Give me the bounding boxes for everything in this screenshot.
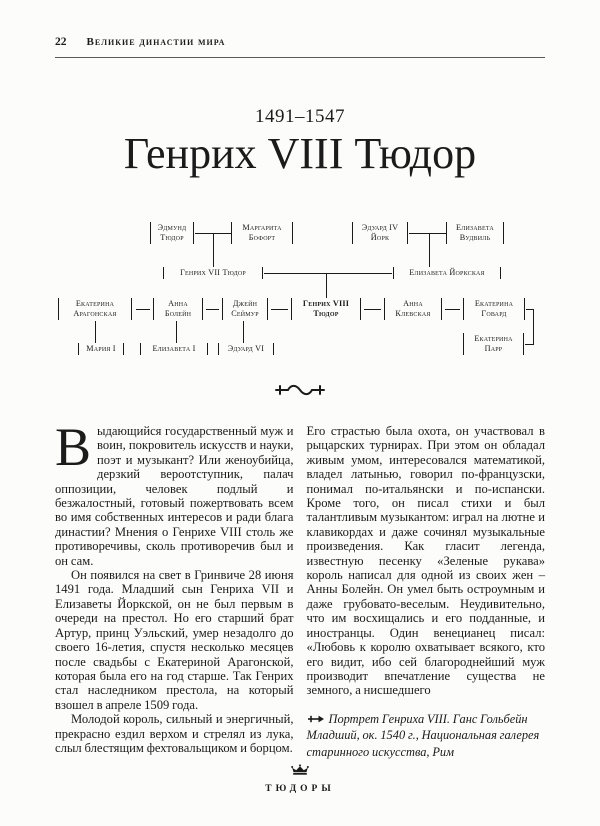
tree-connector-line: [533, 309, 534, 345]
tree-person-henry-viii-tudor: Генрих VIII Тюдор: [291, 298, 361, 320]
tree-person-jane-seymour: Джейн Сеймур: [222, 298, 268, 320]
tree-connector-line: [409, 233, 446, 234]
right-column: [307, 424, 546, 760]
tree-person-catherine-of-aragon: Екатерина Арагонская: [58, 298, 132, 320]
tree-person-elizabeth-of-york: Елизавета Йоркская: [393, 267, 501, 279]
tree-connector-line: [206, 309, 219, 310]
chapter-title: Генрих VIII Тюдор: [123, 129, 477, 178]
tree-connector-line: [525, 344, 534, 345]
tree-person-margaret-beaufort: Маргарита Бофорт: [231, 222, 293, 244]
chapter-title-block: [0, 106, 600, 177]
tree-connector-line: [136, 309, 150, 310]
tree-connector-line: [176, 321, 177, 343]
tree-person-anne-of-cleves: Анна Клевская: [384, 298, 442, 320]
caption-text: Портрет Генриха VIII. Ганс Гольбейн Младший, ок. 1540 г., Национальная галерея старинного искусства, Рим: [306, 711, 540, 759]
tree-connector-line: [429, 233, 430, 267]
tree-person-edward-iv-york: Эдуард IV Йорк: [352, 222, 408, 244]
book-title: Великие династии мира: [86, 36, 226, 48]
tree-connector-line: [445, 309, 460, 310]
arrow-icon: [307, 714, 325, 724]
paragraph-3: Молодой король, сильный и энергичный, прекрасно ездил верхом и стрелял из лука, слыл блестящим фехтовальщиком и борцом.: [55, 712, 294, 755]
paragraph-4: Его страстью была охота, он участвовал в рыцарских турнирах. При этом он обладал живым умом, интересовался математикой, владел латынью, говорил по-французски, понимал по-итальянски и по-испански. Кроме того, он писал стихи и был талантливым музыкантом: играл на лютне и клавикордах и даже сочинял музыкальные произведения. Как гласит легенда, известную песенку «Зеленые рукава» король написал для одной из своих жен – Анны Болейн. Он умел быть остроумным и даже грубовато-веселым. Неудивительно, что им восхищались и его подданные, и иностранцы. Один венецианец писал: «Любовь к королю охватывает всякого, кто его видит, ибо сей благороднейший муж производит впечатление существа не земного, а нисшедшего: [306, 424, 545, 698]
page-footer: [0, 763, 600, 794]
drop-cap: В: [55, 417, 92, 477]
section-divider: [0, 383, 600, 402]
dynasty-label: ТЮДОРЫ: [265, 784, 335, 794]
tree-person-mary-i: Мария I: [78, 343, 124, 355]
tree-connector-line: [95, 321, 96, 343]
paragraph-1-text: ыдающийся государственный муж и воин, покровитель искусств и науки, поэт и музыкант? Или женоубийца, дерзкий вероотступник, палач оппозиции, человек подлый и безжалостный, готовый пожертвовать всем во имя собственных интересов и ради блага династии? Мнения о Генрихе VIII столь же противоречивы, сколь противоречив был и он сам.: [55, 424, 294, 568]
tree-connector-line: [326, 273, 327, 298]
tree-person-elizabeth-woodville: Елизавета Вудвиль: [446, 222, 504, 244]
tree-person-anne-boleyn: Анна Болейн: [153, 298, 203, 320]
ornament-icon: [275, 383, 325, 397]
crown-icon: [290, 764, 310, 776]
family-tree: [0, 215, 600, 365]
life-years: 1491–1547: [255, 106, 345, 127]
tree-connector-line: [364, 309, 381, 310]
tree-person-catherine-howard: Екатерина Говард: [463, 298, 525, 320]
image-caption: [307, 711, 546, 761]
paragraph-2: Он появился на свет в Гринвиче 28 июня 1491 года. Младший сын Генриха VII и Елизаветы Йоркской, он не был первым в очереди на престол. Но его старший брат Артур, принц Уэльский, умер незадолго до своего 16-летия, спустя несколько месяцев после свадьбы с Екатериной Арагонской, которая была его на год старше. Так Генрих стал наследником престола, на который взошел в апреле 1509 года.: [55, 568, 294, 712]
tree-person-edward-vi: Эдуард VI: [218, 343, 274, 355]
article-body: [55, 417, 545, 760]
tree-connector-line: [243, 321, 244, 343]
tree-person-edmund-tudor: Эдмунд Тюдор: [150, 222, 194, 244]
left-column: [55, 417, 294, 760]
tree-person-catherine-parr: Екатерина Парр: [463, 333, 524, 355]
tree-connector-line: [213, 233, 214, 267]
tree-person-henry-vii-tudor: Генрих VII Тюдор: [163, 267, 263, 279]
page-number: 22: [55, 36, 67, 48]
tree-person-elizabeth-i: Елизавета I: [140, 343, 208, 355]
page-header: [55, 32, 545, 58]
tree-connector-line: [264, 273, 392, 274]
paragraph-1: [55, 417, 294, 568]
tree-connector-line: [271, 309, 288, 310]
